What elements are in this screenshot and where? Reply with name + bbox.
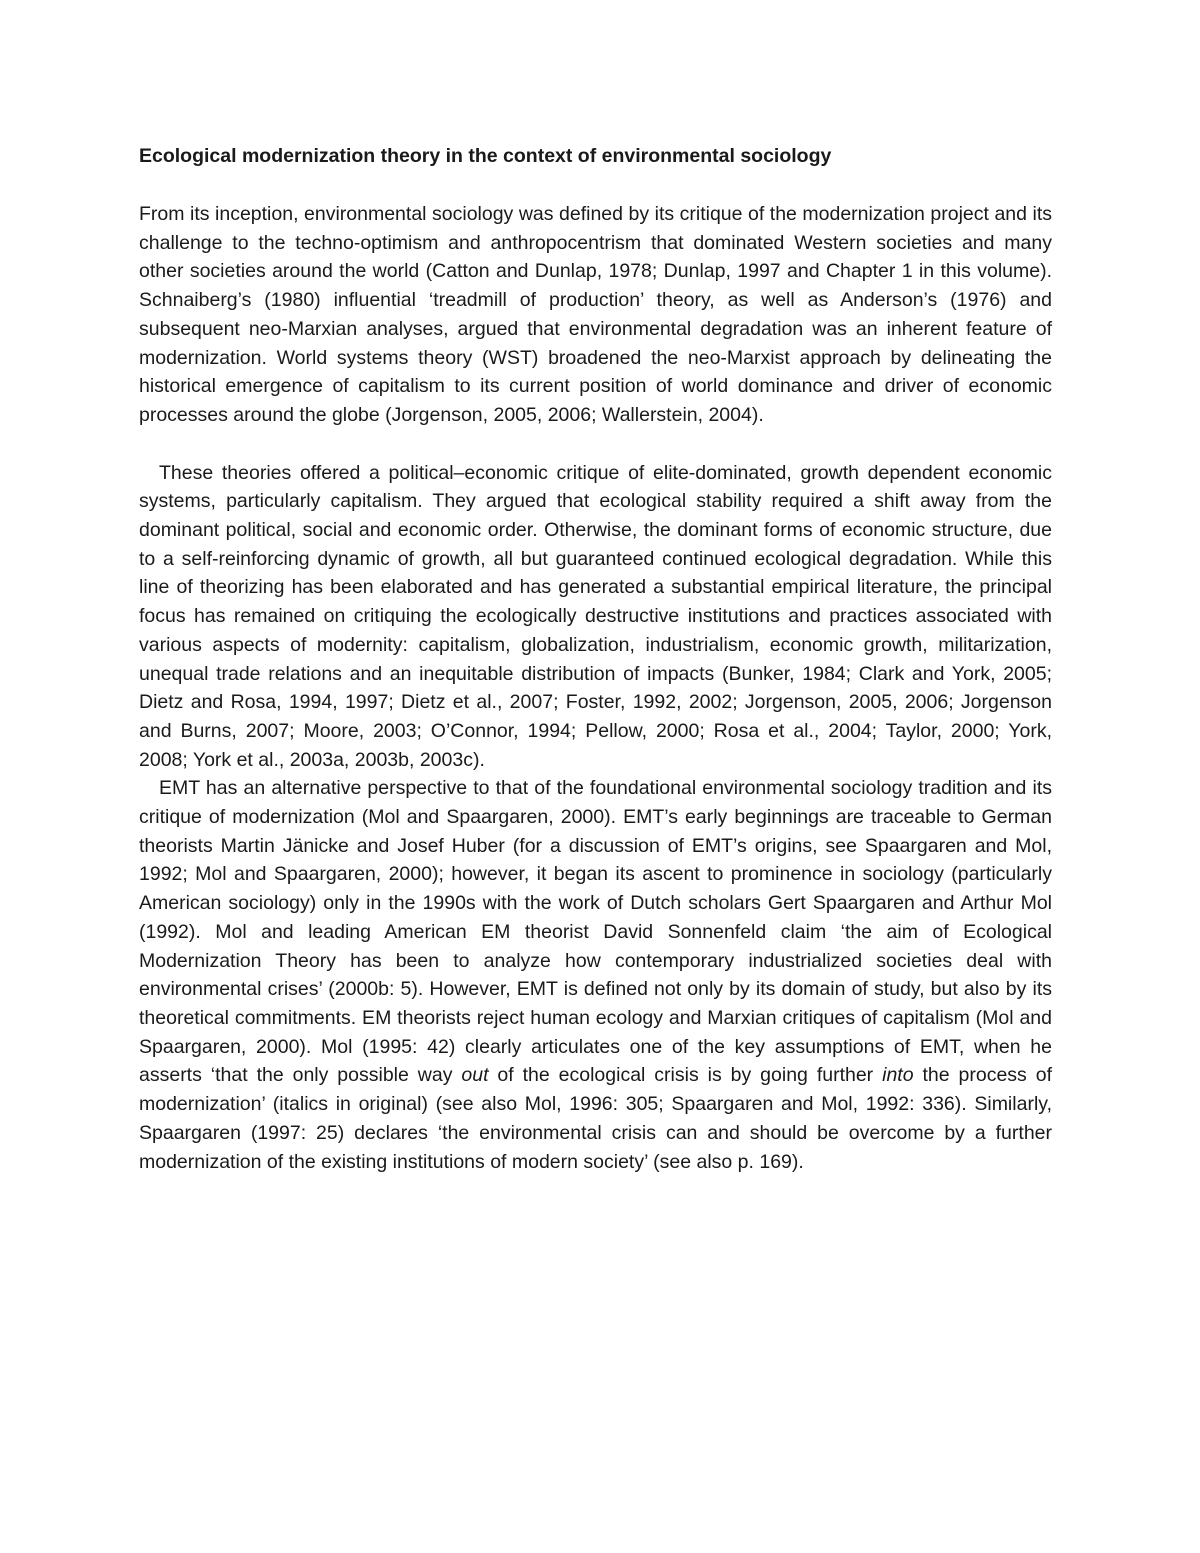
paragraph-3-text-a: EMT has an alternative perspective to that of the foundational environmental sociology tradition and its critique of modernization (Mol and Spaargaren, 2000). EMT’s early beginnings are traceable to German theorists Martin Jänicke and Josef Huber (for a discussion of EMT’s origins, see Spaargaren and Mol, 1992; Mol and Spaargaren, 2000); however, it began its ascent to prominence in sociology (particularly American sociology) only in the 1990s with the work of Dutch scholars Gert Spaargaren and Arthur Mol (1992). Mol and leading American EM theorist David Sonnenfeld claim ‘the aim of Ecological Modernization Theory has been to analyze how contemporary industrialized societies deal with environmental crises’ (2000b: 5). However, EMT is defined not only by its domain of study, but also by its theoretical commitments. EM theorists reject human ecology and Marxian critiques of capitalism (Mol and Spaargaren, 2000). Mol (1995: 42) clearly articulates one of the key assumptions of EMT, when he asserts ‘that the only possible way bbox=[139, 777, 1052, 1087]
paragraph-3-text-b: of the ecological crisis is by going further bbox=[488, 1064, 883, 1087]
document-page bbox=[139, 142, 1052, 1176]
paragraph-2-text: These theories offered a political–economic critique of elite-dominated, growth dependent economic systems, particularly capitalism. They argued that ecological stability required a shift away from the dominant political, social and economic order. Otherwise, the dominant forms of economic structure, due to a self-reinforcing dynamic of growth, all but guaranteed continued ecological degradation. While this line of theorizing has been elaborated and has generated a substantial empirical literature, the principal focus has remained on critiquing the ecologically destructive institutions and practices associated with various aspects of modernity: capitalism, globalization, industrialism, economic growth, militarization, unequal trade relations and an inequitable distribution of impacts (Bunker, 1984; Clark and York, 2005; Dietz and Rosa, 1994, 1997; Dietz et al., 2007; Foster, 1992, 2002; Jorgenson, 2005, 2006; Jorgenson and Burns, 2007; Moore, 2003; O’Connor, 1994; Pellow, 2000; Rosa et al., 2004; Taylor, 2000; York, 2008; York et al., 2003a, 2003b, 2003c). bbox=[139, 461, 1052, 771]
paragraph-3-italic-into: into bbox=[882, 1064, 914, 1087]
paragraph-2 bbox=[139, 459, 1052, 775]
document-title: Ecological modernization theory in the context of environmental sociology bbox=[139, 145, 832, 167]
paragraph-1-text: From its inception, environmental sociology was defined by its critique of the modernization project and its challenge to the techno-optimism and anthropocentrism that dominated Western societies and many other societies around the world (Catton and Dunlap, 1978; Dunlap, 1997 and Chapter 1 in this volume). Schnaiberg’s (1980) influential ‘treadmill of production’ theory, as well as Anderson’s (1976) and subsequent neo-Marxian analyses, argued that environmental degradation was an inherent feature of modernization. World systems theory (WST) broadened the neo-Marxist approach by delineating the historical emergence of capitalism to its current position of world dominance and driver of economic processes around the globe (Jorgenson, 2005, 2006; Wallerstein, 2004). bbox=[139, 203, 1052, 426]
paragraph-3-italic-out: out bbox=[461, 1064, 489, 1087]
paragraph-3-text-c: the process of modernization’ (italics in original) (see also Mol, 1996: 305; Spaargaren and Mol, 1992: 336). Similarly, Spaargaren (1997: 25) declares ‘the environmental crisis can and should be overcome by a further modernization of the existing institutions of modern society’ (see also p. 169). bbox=[139, 1064, 1052, 1173]
paragraph-3 bbox=[139, 774, 1052, 1176]
paragraph-1 bbox=[139, 200, 1052, 430]
